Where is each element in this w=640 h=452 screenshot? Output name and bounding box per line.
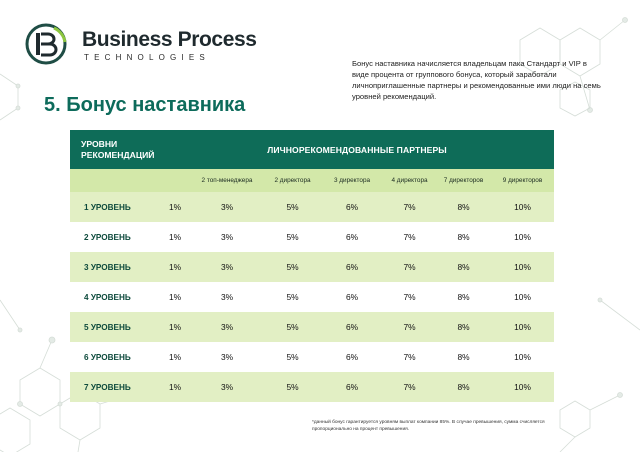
table-cell: 1% <box>160 252 190 282</box>
table-cell: 1% <box>160 312 190 342</box>
table-row <box>70 192 554 222</box>
table-cell: 5% <box>264 192 321 222</box>
table-cell: 3% <box>190 252 264 282</box>
table-cell: 6% <box>321 312 383 342</box>
table-row <box>70 222 554 252</box>
table-subheader-row <box>70 169 554 192</box>
table-cell: 10% <box>491 222 554 252</box>
table-cell: 8% <box>436 372 491 402</box>
table-row <box>70 282 554 312</box>
table-cell: 7% <box>383 222 436 252</box>
table-row <box>70 342 554 372</box>
level-label: 7 УРОВЕНЬ <box>70 372 160 402</box>
level-label: 1 УРОВЕНЬ <box>70 192 160 222</box>
level-label: 3 УРОВЕНЬ <box>70 252 160 282</box>
column-header-blank <box>70 169 160 192</box>
table-cell: 8% <box>436 252 491 282</box>
table-cell: 7% <box>383 312 436 342</box>
table-cell: 5% <box>264 222 321 252</box>
table-cell: 8% <box>436 222 491 252</box>
header-partners: ЛИЧНОРЕКОМЕНДОВАННЫЕ ПАРТНЕРЫ <box>160 130 554 169</box>
column-header: 9 директоров <box>491 169 554 192</box>
table-cell: 6% <box>321 252 383 282</box>
table-cell: 5% <box>264 252 321 282</box>
table-cell: 6% <box>321 342 383 372</box>
bonus-description: Бонус наставника начисляется владельцам пака Стандарт и VIP в виде процента от группового бонуса, который заработали личноприглашенные партнеры и рекомендованные ими люди на семь уровней рекомендаций. <box>352 59 601 101</box>
table-cell: 6% <box>321 192 383 222</box>
table-cell: 6% <box>321 372 383 402</box>
table-row <box>70 312 554 342</box>
brand-name: Business Process <box>82 28 257 51</box>
level-label: 5 УРОВЕНЬ <box>70 312 160 342</box>
table-cell: 8% <box>436 312 491 342</box>
bonus-table <box>70 130 554 402</box>
table-cell: 1% <box>160 192 190 222</box>
table-row <box>70 252 554 282</box>
level-label: 2 УРОВЕНЬ <box>70 222 160 252</box>
table-cell: 8% <box>436 282 491 312</box>
logo-mark-icon <box>24 22 68 66</box>
column-header: 2 директора <box>264 169 321 192</box>
table-cell: 10% <box>491 342 554 372</box>
table-cell: 7% <box>383 372 436 402</box>
header-levels: УРОВНИ РЕКОМЕНДАЦИЙ <box>70 130 160 169</box>
table-cell: 5% <box>264 372 321 402</box>
table-cell: 7% <box>383 282 436 312</box>
table-cell: 3% <box>190 282 264 312</box>
table-header-row <box>70 130 554 169</box>
table-cell: 1% <box>160 342 190 372</box>
table-cell: 7% <box>383 192 436 222</box>
table-cell: 6% <box>321 282 383 312</box>
table-cell: 1% <box>160 282 190 312</box>
table-cell: 5% <box>264 282 321 312</box>
column-header: 4 директора <box>383 169 436 192</box>
table-cell: 5% <box>264 312 321 342</box>
table-cell: 3% <box>190 222 264 252</box>
page-title: 5. Бонус наставника <box>44 94 246 116</box>
table-cell: 8% <box>436 192 491 222</box>
table-cell: 3% <box>190 312 264 342</box>
table-cell: 7% <box>383 252 436 282</box>
table-cell: 10% <box>491 312 554 342</box>
table-cell: 10% <box>491 252 554 282</box>
column-header <box>160 169 190 192</box>
table-cell: 5% <box>264 342 321 372</box>
table-cell: 3% <box>190 192 264 222</box>
table-cell: 7% <box>383 342 436 372</box>
brand-tagline: TECHNOLOGIES <box>84 53 210 62</box>
column-header: 7 директоров <box>436 169 491 192</box>
table-cell: 3% <box>190 372 264 402</box>
company-logo <box>24 22 257 66</box>
table-cell: 1% <box>160 222 190 252</box>
table-cell: 1% <box>160 372 190 402</box>
table-cell: 10% <box>491 192 554 222</box>
table-cell: 6% <box>321 222 383 252</box>
table-cell: 10% <box>491 372 554 402</box>
footnote: *данный бонус гарантируется уровням выплат компании 85%. В случае превышения, сумма счисляется пропорционально на процент превышения. <box>312 420 545 432</box>
table-cell: 3% <box>190 342 264 372</box>
table-row <box>70 372 554 402</box>
level-label: 6 УРОВЕНЬ <box>70 342 160 372</box>
column-header: 3 директора <box>321 169 383 192</box>
column-header: 2 топ-менеджера <box>190 169 264 192</box>
table-cell: 8% <box>436 342 491 372</box>
level-label: 4 УРОВЕНЬ <box>70 282 160 312</box>
table-cell: 10% <box>491 282 554 312</box>
